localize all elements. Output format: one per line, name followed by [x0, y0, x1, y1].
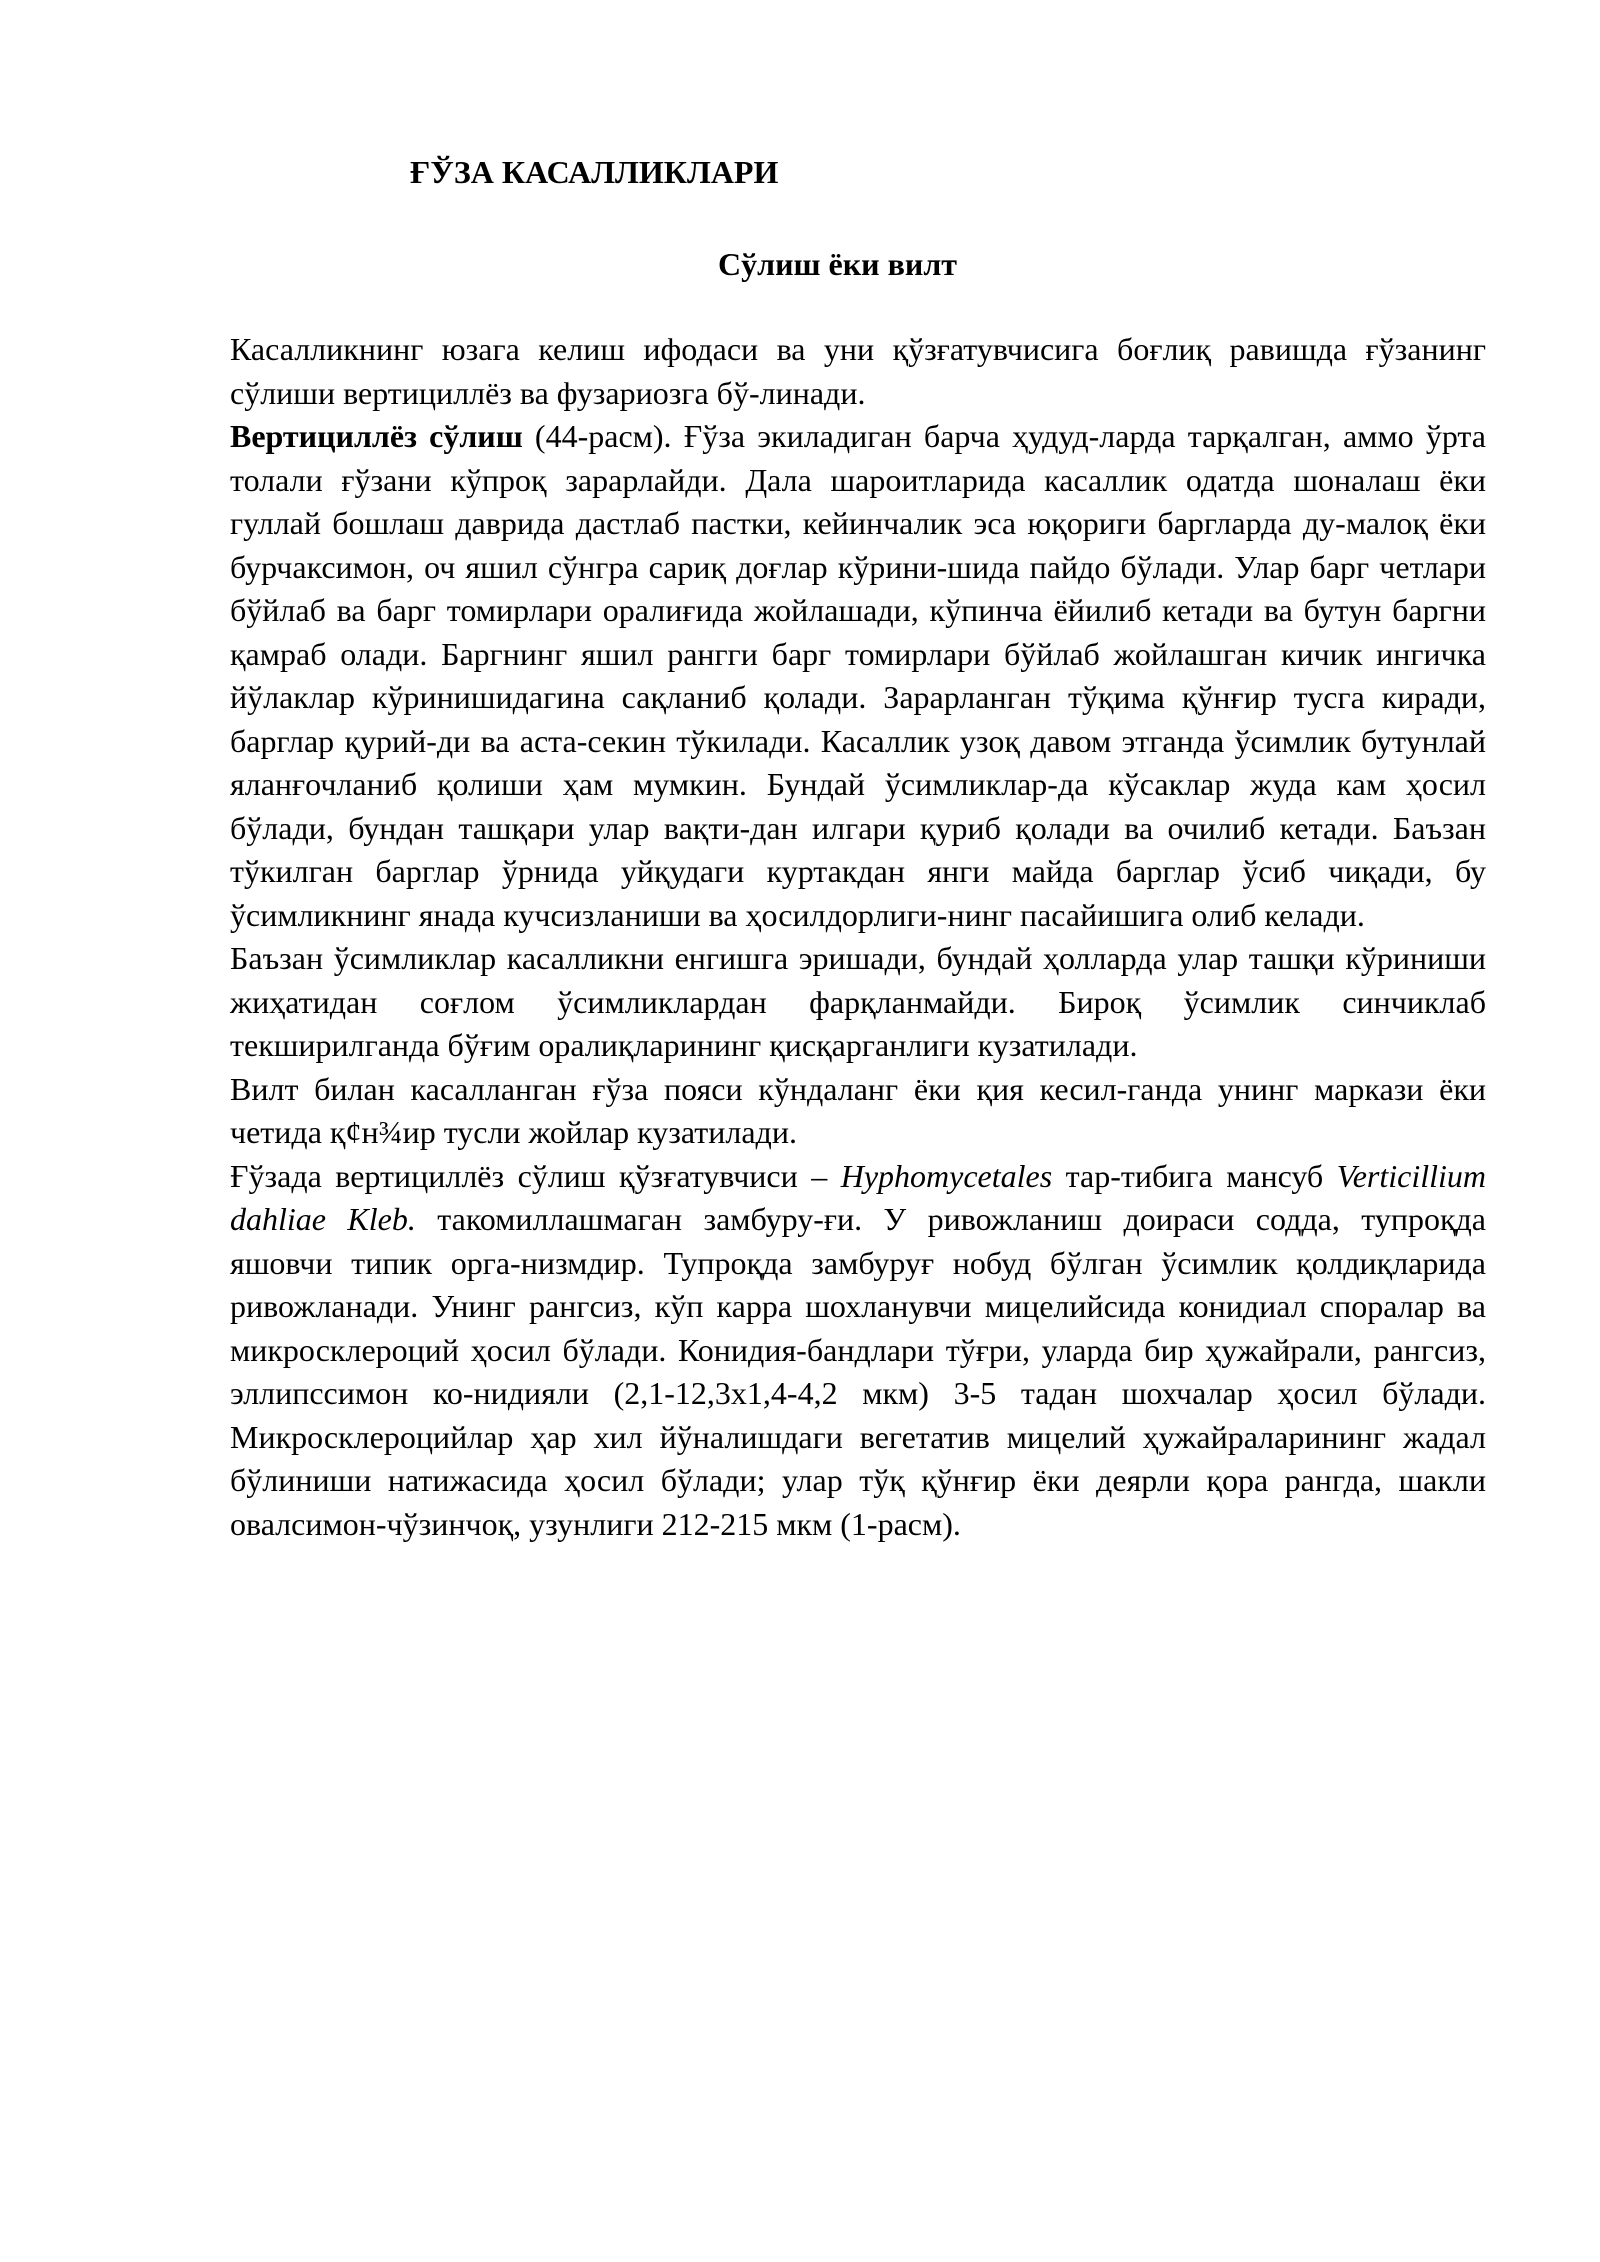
- section-subtitle: Сўлиш ёки вилт: [718, 246, 957, 282]
- taxon-species: Verticillium dahliae Kleb.: [230, 1157, 1487, 1237]
- paragraph-recovery: Баъзан ўсимликлар касалликни енгишга эришади, бундай ҳолларда улар ташқи кўриниши жиҳатидан соғлом ўсимликлардан фарқланмайди. Бироқ ўсимлик синчиклаб текширилганда бўғим оралиқларининг қисқарганлиги кузатилади.: [230, 940, 1486, 1063]
- paragraph-verticillium-text: (44-расм). Ғўза экиладиган барча ҳудуд-ларда тарқалган, аммо ўрта толали ғўзани кўпроқ зарарлайди. Дала шароитларида касаллик одатда шоналаш ёки гуллай бошлаш даврида дастлаб пастки, кейинчалик эса юқориги баргларда ду-малоқ ёки бурчаксимон, оч яшил сўнгра сариқ доғлар кўрини-шида пайдо бўлади. Улар барг четлари бўйлаб ва барг томирлари оралиғида жойлашади, кўпинча ёйилиб кетади ва бутун баргни қамраб олади. Баргнинг яшил рангги барг томирлари бўйлаб жойлашган кичик ингичка йўлаклар кўринишидагина сақланиб қолади. Зарарланган тўқима қўнғир тусга киради, барглар қурий-ди ва аста-секин тўкилади. Касаллик узоқ давом этганда ўсимлик бутунлай яланғочланиб қолиши ҳам мумкин. Бундай ўсимликлар-да кўсаклар жуда кам ҳосил бўлади, бундан ташқари улар вақти-дан илгари қуриб қолади ва очилиб кетади. Баъзан тўкилган барглар ўрнида уйқудаги куртакдан янги майда барглар ўсиб чиқади, бу ўсимликнинг янада кучсизланиши ва ҳосилдорлиги-нинг пасайишига олиб келади.: [230, 418, 1487, 933]
- document-body: [230, 328, 1486, 1546]
- paragraph-pathogen: [230, 1155, 1486, 1547]
- paragraph-pathogen-text-a: Ғўзада вертициллёз сўлиш қўзғатувчиси –: [230, 1157, 841, 1194]
- taxon-order: Hyphomycetales: [840, 1157, 1053, 1194]
- term-verticillium-wilt: Вертициллёз сўлиш: [230, 418, 523, 454]
- paragraph-intro: Касалликнинг юзага келиш ифодаси ва уни қўзғатувчисига боғлиқ равишда ғўзанинг сўлиши вертициллёз ва фузариозга бў-линади.: [230, 331, 1486, 411]
- paragraph-verticillium: [230, 415, 1486, 937]
- document-title: ҒЎЗА КАСАЛЛИКЛАРИ: [410, 154, 779, 190]
- paragraph-pathogen-text-c: такомиллашмаган замбуру-ғи. У ривожланиш доираси содда, тупроқда яшовчи типик орга-низмдир. Тупроқда замбуруғ нобуд бўлган ўсимлик қолдиқларида ривожланади. Унинг рангсиз, кўп карра шохланувчи мицелийсида конидиал споралар ва микросклероций ҳосил бўлади. Конидия-бандлари тўғри, уларда бир ҳужайрали, рангсиз, эллипссимон ко-нидияли (2,1-12,3х1,4-4,2 мкм) 3-5 тадан шохчалар ҳосил бўлади. Микросклероцийлар ҳар хил йўналишдаги вегетатив мицелий ҳужайраларининг жадал бўлиниши натижасида ҳосил бўлади; улар тўқ қўнғир ёки деярли қора рангда, шакли овалсимон-чўзинчоқ, узунлиги 212-215 мкм (1-расм).: [230, 1201, 1487, 1542]
- paragraph-stem-section: Вилт билан касалланган ғўза пояси кўндаланг ёки қия кесил-ганда унинг маркази ёки четида қ¢н¾ир тусли жойлар кузатилади.: [230, 1070, 1486, 1150]
- paragraph-pathogen-text-b: тар-тибига мансуб: [1052, 1157, 1337, 1194]
